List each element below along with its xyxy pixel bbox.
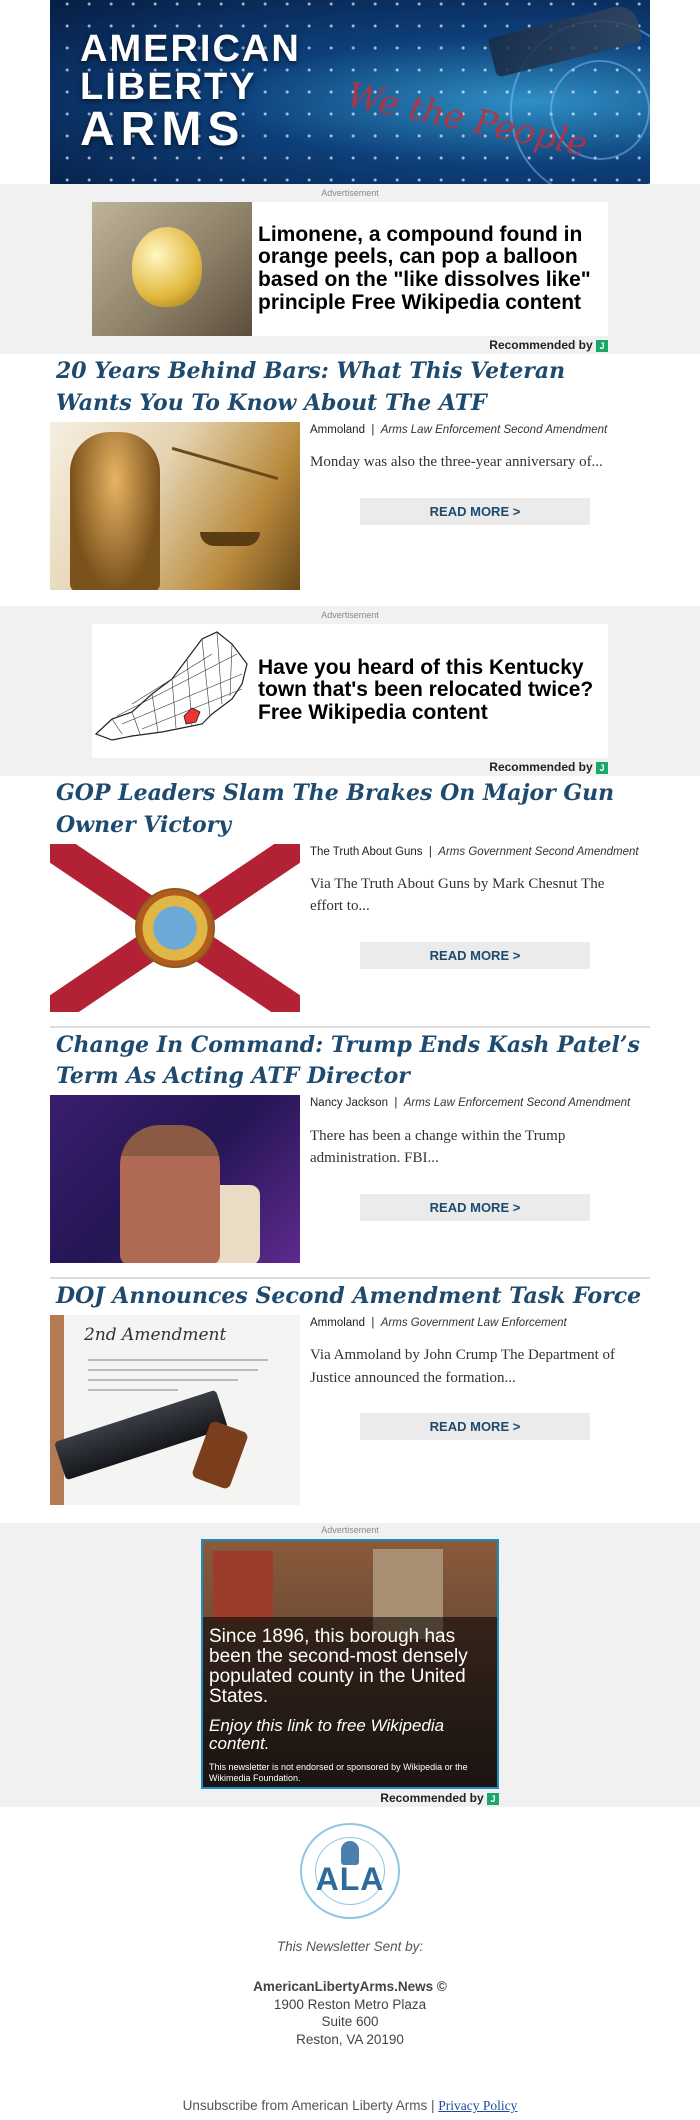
article-excerpt: Via Ammoland by John Crump The Department of Justice announced the formation... [310,1347,616,1386]
article-categories: Arms Government Law Enforcement [380,1317,567,1330]
sender-address [0,1978,700,2048]
ad-block-large [0,1523,700,1807]
we-the-people-script: We the People [343,75,591,165]
sent-by-label: This Newsletter Sent by: [276,1939,424,1955]
address-line-3: Reston, VA 20190 [296,2031,404,2047]
ad-label: Advertisement [321,188,379,198]
header-banner[interactable] [50,0,650,184]
recommender-logo-icon: J [596,762,608,774]
article-source: Ammoland [310,423,365,436]
article-categories: Arms Law Enforcement Second Amendment [403,1097,631,1110]
unsubscribe-line [0,2098,700,2114]
article-meta: Nancy Jackson | Arms Law Enforcement Second Amendment [310,1097,631,1110]
brand-line-1: AMERICAN [80,28,301,70]
article-excerpt: Monday was also the three-year anniversary of... [310,454,603,471]
ad-headline: Since 1896, this borough has been the second-most densely populated county in the United States. [209,1626,468,1708]
unsubscribe-link[interactable]: Unsubscribe from American Liberty Arms | [182,2098,435,2114]
article-card [50,354,650,590]
article-thumbnail[interactable] [50,1095,300,1263]
article-thumbnail[interactable] [50,422,300,590]
ad-image [92,202,252,336]
sponsored-ad-card-large[interactable] [201,1539,499,1789]
article-excerpt: Via The Truth About Guns by Mark Chesnut The effort to... [310,875,605,915]
article-categories: Arms Government Second Amendment [438,845,639,858]
recommended-by[interactable]: Recommended by J [92,760,608,774]
recommender-logo-icon: J [596,340,608,352]
article-thumbnail[interactable] [50,1315,300,1505]
ad-text: Limonene, a compound found in orange peels, can pop a balloon based on the "like dissolves like" principle Free Wikipedia content [258,222,591,314]
article-title[interactable]: Change In Command: Trump Ends Kash Patel’s Term As Acting ATF Director [56,1031,640,1090]
ad-block [0,606,700,776]
article-meta: The Truth About Guns | Arms Government Second Amendment [310,845,639,858]
read-more-button[interactable]: READ MORE > [360,1194,590,1221]
ad-disclaimer: This newsletter is not endorsed or sponsored by Wikipedia or the Wikimedia Foundation. [209,1762,468,1783]
sponsored-ad-card[interactable] [92,624,608,758]
ad-subline: Enjoy this link to free Wikipedia content. [209,1716,445,1754]
article-source: The Truth About Guns [310,845,423,858]
article-meta: Ammoland | Arms Law Enforcement Second Amendment [310,423,608,436]
ala-logo [297,1823,403,1919]
article-thumbnail[interactable] [50,844,300,1012]
privacy-policy-link[interactable]: Privacy Policy [438,2098,518,2114]
brand-line-2: LIBERTY [80,66,257,108]
company-name: AmericanLibertyArms.News © [253,1979,447,1995]
article-excerpt: There has been a change within the Trump administration. FBI... [310,1127,566,1167]
read-more-button[interactable]: READ MORE > [360,1413,590,1440]
recommended-by[interactable]: Recommended by J [92,338,608,352]
ad-block [0,184,700,354]
ad-image-kentucky-map [92,624,252,758]
article-title[interactable]: GOP Leaders Slam The Brakes On Major Gun Owner Victory [56,779,615,838]
recommender-logo-icon: J [487,1793,499,1805]
logo-text: ALA [315,1861,385,1898]
address-line-2: Suite 600 [321,2014,379,2030]
ad-label: Advertisement [321,609,379,620]
article-card [50,1026,650,1264]
ad-text: Have you heard of this Kentucky town that's been relocated twice? Free Wikipedia content [258,655,594,725]
read-more-button[interactable]: READ MORE > [360,942,590,969]
address-line-1: 1900 Reston Metro Plaza [273,1996,427,2012]
article-source: Ammoland [310,1317,365,1330]
article-meta: Ammoland | Arms Government Law Enforcement [310,1317,567,1330]
ad-label: Advertisement [321,1525,379,1536]
brand-line-3: ARMS [80,103,246,156]
article-categories: Arms Law Enforcement Second Amendment [380,423,608,436]
article-title[interactable]: DOJ Announces Second Amendment Task Force [56,1283,642,1310]
footer [0,1807,700,2114]
image-caption: 2nd Amendment [84,1325,227,1346]
read-more-button[interactable]: READ MORE > [360,498,590,525]
article-title[interactable]: 20 Years Behind Bars: What This Veteran Wants You To Know About The ATF [56,358,566,416]
article-card [50,1277,650,1505]
brand-logo [80,30,301,154]
article-source: Nancy Jackson [310,1097,388,1110]
sponsored-ad-card[interactable] [92,202,608,336]
article-card [50,776,650,1012]
recommended-by[interactable]: Recommended by J [201,1791,499,1805]
